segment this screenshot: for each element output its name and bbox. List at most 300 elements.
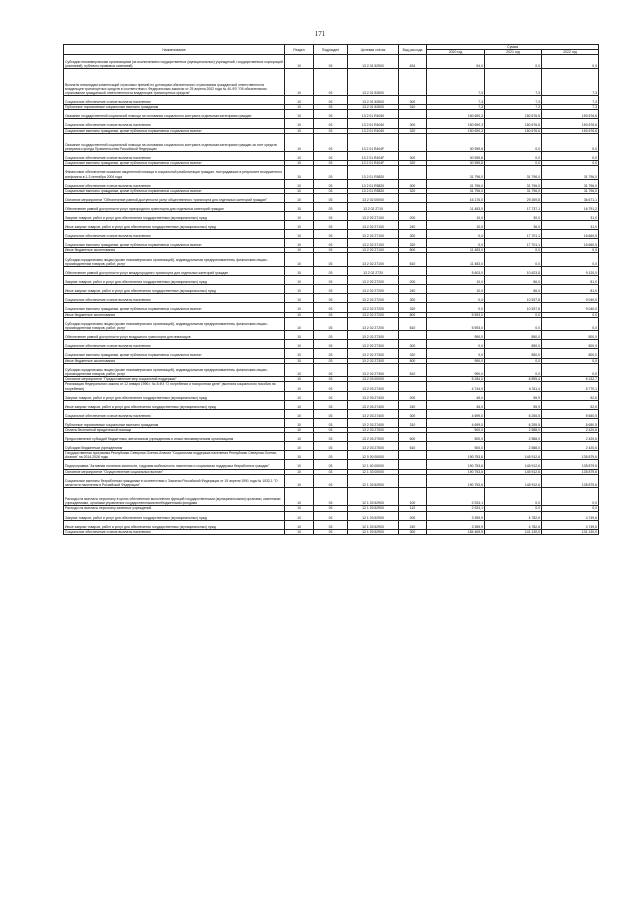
row-expense-type: 300	[399, 529, 427, 534]
row-name: Социальное обеспечение и иные выплаты населению	[64, 294, 285, 303]
row-sum-2022: 9 120,0	[542, 267, 599, 276]
table-row	[64, 68, 599, 95]
row-sum-2022: 36 671,1	[542, 193, 599, 202]
row-name: Социальное обеспечение и иные выплаты населению	[64, 179, 285, 188]
row-sum-2020: 500,0	[427, 433, 485, 442]
row-sum-2022: 5 650,5	[542, 409, 599, 418]
row-subsection: 03	[314, 165, 348, 179]
row-sum-2022: 2 420,6	[542, 433, 599, 442]
table-row	[64, 55, 599, 69]
row-subsection: 03	[314, 151, 348, 160]
row-article: 13 2 01 52800	[348, 105, 399, 110]
row-expense-type: 610	[399, 442, 427, 451]
row-sum-2021: 0,0	[485, 358, 542, 363]
row-name: Обеспечение равной доступности услуг воздушного транспорта для инвалидов	[64, 331, 285, 340]
row-section: 10	[285, 506, 314, 511]
row-name: Выплаты инвалидам компенсаций страховых премий по договорам обязательного страхования гражданской ответственности владельцев транспортных средств в соответствии с Федеральным законом от 25 апреля 2002 года № 40-ФЗ "Об обязательном страховании гражданской ответственности владельцев транспортных средств"	[64, 68, 285, 95]
row-sum-2020: 990,0	[427, 331, 485, 340]
row-sum-2021: 55,9	[485, 391, 542, 400]
row-expense-type	[399, 382, 427, 391]
row-article: 13 2 03 27400	[348, 400, 399, 409]
row-subsection: 03	[314, 409, 348, 418]
row-subsection: 03	[314, 363, 348, 377]
row-article: 13 2 01 R5820	[348, 179, 399, 188]
row-section: 10	[285, 110, 314, 119]
row-sum-2020: 2 924,1	[427, 488, 485, 506]
row-sum-2022: 800,0	[542, 349, 599, 358]
row-section: 10	[285, 253, 314, 267]
row-name: Иные бюджетные ассигнования	[64, 312, 285, 317]
table-row	[64, 303, 599, 312]
row-sum-2022: 800,0	[542, 331, 599, 340]
row-subsection: 03	[314, 294, 348, 303]
row-section: 10	[285, 469, 314, 474]
row-name: Социальные выплаты гражданам, кроме публичных нормативных социальных выплат	[64, 349, 285, 358]
row-sum-2021: 6 899,4	[485, 377, 542, 382]
row-article: 13 2 02 27100	[348, 239, 399, 248]
row-sum-2022: 150 676,6	[542, 110, 599, 119]
row-section: 10	[285, 151, 314, 160]
row-subsection: 03	[314, 427, 348, 432]
row-sum-2020: 150 690,3	[427, 110, 485, 119]
row-sum-2020: 0,0	[427, 239, 485, 248]
table-row	[64, 340, 599, 349]
row-article: 13 2 02 27200	[348, 312, 399, 317]
row-sum-2020: 4 699,0	[427, 418, 485, 427]
row-sum-2021: 7,3	[485, 105, 542, 110]
row-expense-type: 240	[399, 400, 427, 409]
row-sum-2020: 5 284,0	[427, 377, 485, 382]
row-sum-2021: 0,0	[485, 253, 542, 267]
row-article: 12 1 03 52900	[348, 474, 399, 488]
row-name: Социальное обеспечение и иные выплаты населению	[64, 151, 285, 160]
row-section: 10	[285, 433, 314, 442]
row-section: 10	[285, 349, 314, 358]
row-sum-2022: 6 132,7	[542, 377, 599, 382]
row-subsection: 03	[314, 105, 348, 110]
row-section: 10	[285, 451, 314, 460]
row-sum-2020: 11 483,0	[427, 253, 485, 267]
row-sum-2020: 3 359,9	[427, 511, 485, 520]
row-sum-2020: 4 699,0	[427, 409, 485, 418]
row-expense-type: 100	[399, 488, 427, 506]
row-sum-2022: 0,0	[542, 160, 599, 165]
row-sum-2020: 3 359,9	[427, 520, 485, 529]
row-sum-2021: 6 311,4	[485, 382, 542, 391]
row-name: Иные закупки товаров, работ и услуг для обеспечения государственных (муниципальных) нужд	[64, 400, 285, 409]
row-name: Социальные выплаты гражданам, кроме публичных нормативных социальных выплат	[64, 303, 285, 312]
row-subsection: 03	[314, 340, 348, 349]
row-sum-2022: 52,6	[542, 400, 599, 409]
row-sum-2022: 4 749,6	[542, 520, 599, 529]
row-subsection: 03	[314, 239, 348, 248]
row-subsection: 03	[314, 451, 348, 460]
row-sum-2020: 11 483,0	[427, 202, 485, 211]
row-section: 10	[285, 230, 314, 239]
row-name: Реализация Федерального закона от 12 января 1996 г. № 8-ФЗ "О погребении и похоронном деле" (выплата социального пособия на погребение)	[64, 382, 285, 391]
row-sum-2022: 0,0	[542, 506, 599, 511]
row-expense-type: 310	[399, 418, 427, 427]
row-subsection: 03	[314, 312, 348, 317]
row-sum-2020: 30 959,8	[427, 160, 485, 165]
row-article: 13 2 01 R4040	[348, 110, 399, 119]
row-expense-type	[399, 451, 427, 460]
table-row	[64, 211, 599, 220]
row-name: Социальные выплаты гражданам, кроме публичных нормативных социальных выплат	[64, 160, 285, 165]
row-expense-type: 300	[399, 340, 427, 349]
row-sum-2022: 9 040,0	[542, 294, 599, 303]
row-name: Социальные выплаты безработным гражданам в соответствии с Законом Российской Федерации от 19 апреля 1991 года № 1032-1 "О занятости населения в Российской Федерации"	[64, 474, 285, 488]
row-sum-2021: 10 537,8	[485, 303, 542, 312]
row-expense-type: 300	[399, 96, 427, 105]
row-name: Закупка товаров, работ и услуг для обеспечения государственных (муниципальных) нужд	[64, 276, 285, 285]
row-section: 10	[285, 340, 314, 349]
table-row	[64, 511, 599, 520]
row-section: 10	[285, 363, 314, 377]
row-article: 13 2 01 R5820	[348, 188, 399, 193]
row-sum-2022: 0,0	[542, 363, 599, 377]
row-article: 12 1 03 52900	[348, 520, 399, 529]
table-row	[64, 418, 599, 427]
table-row	[64, 317, 599, 331]
row-sum-2021: 30,0	[485, 211, 542, 220]
row-sum-2021: 17 737,1	[485, 202, 542, 211]
row-name: Субсидии юридическим лицам (кроме некоммерческих организаций), индивидуальным предпринимателям, физическим лицам - производителям товаров, работ, услуг	[64, 317, 285, 331]
row-section: 10	[285, 133, 314, 151]
row-section: 10	[285, 285, 314, 294]
row-section: 10	[285, 474, 314, 488]
row-sum-2020: 190 753,6	[427, 451, 485, 460]
row-subsection: 03	[314, 303, 348, 312]
row-article: 13 2 02 27200	[348, 276, 399, 285]
row-section: 10	[285, 520, 314, 529]
row-sum-2021: 2 588,0	[485, 427, 542, 432]
row-article: 13 2 03 27400	[348, 409, 399, 418]
header-year-2020: 2020 год	[427, 50, 485, 55]
row-article: 12 1 03 52900	[348, 506, 399, 511]
table-row	[64, 474, 599, 488]
row-sum-2020: 7,3	[427, 68, 485, 95]
row-expense-type: 300	[399, 179, 427, 188]
row-article: 12 1 03 52900	[348, 511, 399, 520]
row-name: Государственная программа Республики Северная Осетия-Алания "Социальная поддержка населения Республики Северная Осетия-Алания" на 2014-2026 годы	[64, 451, 285, 460]
table-row	[64, 151, 599, 160]
row-subsection: 03	[314, 128, 348, 133]
table-row	[64, 382, 599, 391]
row-article: 13 2 02 2710	[348, 202, 399, 211]
row-sum-2020: 7,3	[427, 105, 485, 110]
row-subsection: 03	[314, 400, 348, 409]
row-section: 10	[285, 488, 314, 506]
row-article: 13 2 02 27300	[348, 363, 399, 377]
row-sum-2022: 135 879,6	[542, 451, 599, 460]
row-sum-2020: 31 796,0	[427, 179, 485, 188]
row-sum-2022: 150 676,6	[542, 128, 599, 133]
row-sum-2021: 10 537,8	[485, 294, 542, 303]
row-sum-2022: 52,6	[542, 391, 599, 400]
row-article: 13 2 03 00000	[348, 377, 399, 382]
row-subsection: 03	[314, 418, 348, 427]
row-expense-type: 320	[399, 128, 427, 133]
row-sum-2020: 0,0	[427, 340, 485, 349]
row-section: 10	[285, 55, 314, 69]
row-expense-type: 800	[399, 312, 427, 317]
row-section: 10	[285, 221, 314, 230]
row-section: 10	[285, 409, 314, 418]
row-section: 10	[285, 276, 314, 285]
row-subsection: 03	[314, 358, 348, 363]
row-sum-2022: 135 879,6	[542, 474, 599, 488]
row-article: 13 2 01 R4040	[348, 128, 399, 133]
table-row	[64, 96, 599, 105]
row-name: Социальные выплаты гражданам, кроме публичных нормативных социальных выплат	[64, 188, 285, 193]
row-sum-2020: 45,0	[427, 400, 485, 409]
row-name: Подпрограмма "Активная политика занятости, трудовая мобильность населения и социальная поддержка безработных граждан"	[64, 460, 285, 469]
row-subsection: 03	[314, 202, 348, 211]
row-section: 10	[285, 460, 314, 469]
row-subsection: 03	[314, 253, 348, 267]
row-section: 10	[285, 248, 314, 253]
row-expense-type: 800	[399, 248, 427, 253]
row-subsection: 03	[314, 230, 348, 239]
row-section: 10	[285, 294, 314, 303]
row-section: 10	[285, 391, 314, 400]
row-sum-2022: 31 796,0	[542, 188, 599, 193]
row-sum-2021: 6 255,5	[485, 409, 542, 418]
row-name: Субсидии бюджетным учреждениям	[64, 442, 285, 451]
row-name: Социальное обеспечение и иные выплаты населению	[64, 340, 285, 349]
row-sum-2021: 145 912,6	[485, 469, 542, 474]
row-article: 13 2 02 27300	[348, 340, 399, 349]
row-sum-2021: 0,0	[485, 506, 542, 511]
row-article: 12 1 03 00000	[348, 469, 399, 474]
row-subsection: 03	[314, 193, 348, 202]
row-sum-2021: 145 912,6	[485, 451, 542, 460]
row-expense-type: 634	[399, 55, 427, 69]
row-sum-2022: 0,0	[542, 312, 599, 317]
row-sum-2020: 11 483,0	[427, 248, 485, 253]
row-sum-2020: 0,0	[427, 294, 485, 303]
header-section: Раздел	[285, 45, 314, 55]
row-article: 13 2 02 27100	[348, 248, 399, 253]
row-name: Закупка товаров, работ и услуг для обеспечения государственных (муниципальных) нужд	[64, 211, 285, 220]
table-row	[64, 110, 599, 119]
row-section: 10	[285, 317, 314, 331]
row-expense-type: 600	[399, 433, 427, 442]
row-name: Иные бюджетные ассигнования	[64, 248, 285, 253]
row-sum-2020: 190 753,6	[427, 474, 485, 488]
row-subsection: 03	[314, 179, 348, 188]
row-section: 10	[285, 119, 314, 128]
row-expense-type: 300	[399, 230, 427, 239]
row-name: Социальные выплаты гражданам, кроме публичных нормативных социальных выплат	[64, 128, 285, 133]
row-sum-2022: 5 650,5	[542, 418, 599, 427]
row-article: 13 2 02 27300	[348, 349, 399, 358]
row-subsection: 03	[314, 248, 348, 253]
row-expense-type: 810	[399, 317, 427, 331]
row-sum-2020: 0,0	[427, 230, 485, 239]
row-name: Иные закупки товаров, работ и услуг для обеспечения государственных (муниципальных) нужд	[64, 221, 285, 230]
row-sum-2020: 0,0	[427, 349, 485, 358]
row-subsection: 03	[314, 119, 348, 128]
row-expense-type: 200	[399, 391, 427, 400]
row-article: 13 2 01 R4040	[348, 119, 399, 128]
table-row	[64, 119, 599, 128]
row-name: Социальное обеспечение и иные выплаты населению	[64, 529, 285, 534]
row-sum-2020: 500,0	[427, 427, 485, 432]
row-article: 13 2 02 27200	[348, 294, 399, 303]
table-row	[64, 331, 599, 340]
row-subsection: 03	[314, 529, 348, 534]
row-subsection: 03	[314, 469, 348, 474]
row-name: Обеспечение равной доступности услуг междугородного транспорта для отдельных категорий граждан	[64, 267, 285, 276]
row-sum-2021: 17 701,1	[485, 239, 542, 248]
row-sum-2020: 16 176,0	[427, 193, 485, 202]
row-subsection: 03	[314, 267, 348, 276]
row-expense-type: 300	[399, 151, 427, 160]
row-article: 12 1 00 00000	[348, 460, 399, 469]
row-name: Основное мероприятие "Осуществление социальных выплат"	[64, 469, 285, 474]
row-sum-2020: 10,0	[427, 276, 485, 285]
row-subsection: 03	[314, 188, 348, 193]
row-sum-2022: 16 791,2	[542, 202, 599, 211]
row-name: Расходы на выплаты персоналу казенных учреждений	[64, 506, 285, 511]
row-article: 13 2 02 27200	[348, 303, 399, 312]
row-subsection: 03	[314, 474, 348, 488]
table-row	[64, 488, 599, 506]
row-sum-2021: 150 676,6	[485, 128, 542, 133]
row-expense-type: 240	[399, 520, 427, 529]
row-subsection: 03	[314, 133, 348, 151]
row-article: 13 2 01 R404F	[348, 151, 399, 160]
row-sum-2021: 150 676,6	[485, 119, 542, 128]
header-name: Наименование	[64, 45, 285, 55]
row-sum-2022: 31 796,0	[542, 179, 599, 188]
row-name: Социальное обеспечение и иные выплаты населению	[64, 96, 285, 105]
row-subsection: 03	[314, 460, 348, 469]
row-article: 13 2 02 27100	[348, 221, 399, 230]
row-sum-2021: 0,0	[485, 363, 542, 377]
row-sum-2021: 86,0	[485, 276, 542, 285]
row-subsection: 03	[314, 68, 348, 95]
row-expense-type: 800	[399, 358, 427, 363]
header-year-2022: 2022 год	[542, 50, 599, 55]
row-name: Социальные выплаты гражданам, кроме публичных нормативных социальных выплат	[64, 239, 285, 248]
header-subsection: Подраздел	[314, 45, 348, 55]
row-article: 13 2 02 2720	[348, 267, 399, 276]
row-sum-2021: 145 912,6	[485, 474, 542, 488]
table-row	[64, 400, 599, 409]
row-subsection: 03	[314, 391, 348, 400]
row-sum-2020: 10,0	[427, 221, 485, 230]
row-subsection: 03	[314, 488, 348, 506]
row-expense-type: 320	[399, 188, 427, 193]
row-article: 13 2 01 R5820	[348, 165, 399, 179]
table-row	[64, 133, 599, 151]
row-name: Закупка товаров, работ и услуг для обеспечения государственных (муниципальных) нужд	[64, 511, 285, 520]
row-expense-type: 810	[399, 363, 427, 377]
row-section: 10	[285, 303, 314, 312]
row-subsection: 03	[314, 349, 348, 358]
row-article: 13 2 02 27200	[348, 285, 399, 294]
row-name: Субсидии некоммерческим организациям (за исключением государственных (муниципальных) учреждений, государственных корпораций (компаний), публично-правовых компаний)	[64, 55, 285, 69]
row-expense-type	[399, 193, 427, 202]
row-sum-2022: 16 660,5	[542, 239, 599, 248]
row-name: Социальное обеспечение и иные выплаты населению	[64, 119, 285, 128]
table-row	[64, 460, 599, 469]
row-article: 13 2 02 27300	[348, 358, 399, 363]
row-expense-type: 240	[399, 221, 427, 230]
row-section: 10	[285, 267, 314, 276]
row-sum-2021: 850,0	[485, 331, 542, 340]
row-sum-2022: 31,0	[542, 221, 599, 230]
row-sum-2020: 7,3	[427, 96, 485, 105]
row-sum-2022: 0,0	[542, 151, 599, 160]
row-sum-2020: 45,0	[427, 391, 485, 400]
row-expense-type: 240	[399, 285, 427, 294]
row-sum-2022: 0,0	[542, 248, 599, 253]
row-sum-2022: 0,0	[542, 488, 599, 506]
row-expense-type: 310	[399, 105, 427, 110]
row-sum-2020: 150 690,3	[427, 128, 485, 133]
row-name: Иные бюджетные ассигнования	[64, 358, 285, 363]
row-section: 10	[285, 105, 314, 110]
table-header	[64, 45, 599, 55]
row-subsection: 03	[314, 331, 348, 340]
row-sum-2021: 0,0	[485, 248, 542, 253]
row-section: 10	[285, 312, 314, 317]
row-sum-2021: 2 588,0	[485, 433, 542, 442]
row-sum-2021: 0,0	[485, 55, 542, 69]
row-sum-2020: 30 959,8	[427, 151, 485, 160]
row-name: Публичные нормативные социальные выплаты гражданам	[64, 105, 285, 110]
row-sum-2021: 141 130,0	[485, 529, 542, 534]
row-section: 10	[285, 160, 314, 165]
row-sum-2020: 500,0	[427, 442, 485, 451]
row-sum-2020: 5 593,0	[427, 317, 485, 331]
row-sum-2022: 5 770,1	[542, 382, 599, 391]
row-section: 10	[285, 529, 314, 534]
row-sum-2021: 36,0	[485, 221, 542, 230]
row-sum-2022: 7,3	[542, 96, 599, 105]
table-row	[64, 349, 599, 358]
row-subsection: 03	[314, 506, 348, 511]
row-subsection: 03	[314, 55, 348, 69]
row-article: 13 2 03 27400	[348, 382, 399, 391]
row-sum-2022: 0,0	[542, 133, 599, 151]
row-sum-2022: 16 660,5	[542, 230, 599, 239]
row-sum-2022: 135 879,6	[542, 460, 599, 469]
row-expense-type: 300	[399, 294, 427, 303]
row-article: 13 2 02 27100	[348, 253, 399, 267]
table-row	[64, 442, 599, 451]
page-number: 171	[314, 30, 326, 38]
table-row	[64, 363, 599, 377]
table-row	[64, 433, 599, 442]
row-expense-type	[399, 331, 427, 340]
row-sum-2021: 2 588,0	[485, 442, 542, 451]
row-name: Основное мероприятие "Предоставление мер социальной поддержки"	[64, 377, 285, 382]
row-sum-2021: 0,0	[485, 312, 542, 317]
row-sum-2020: 5 593,0	[427, 312, 485, 317]
row-sum-2021: 7,3	[485, 96, 542, 105]
row-name: Предоставление субсидий бюджетным, автономным учреждениям и иным некоммерческим организациям	[64, 433, 285, 442]
row-sum-2022: 31 796,0	[542, 165, 599, 179]
row-expense-type	[399, 460, 427, 469]
row-subsection: 03	[314, 211, 348, 220]
row-sum-2021: 0,0	[485, 160, 542, 165]
row-sum-2020: 0,0	[427, 303, 485, 312]
